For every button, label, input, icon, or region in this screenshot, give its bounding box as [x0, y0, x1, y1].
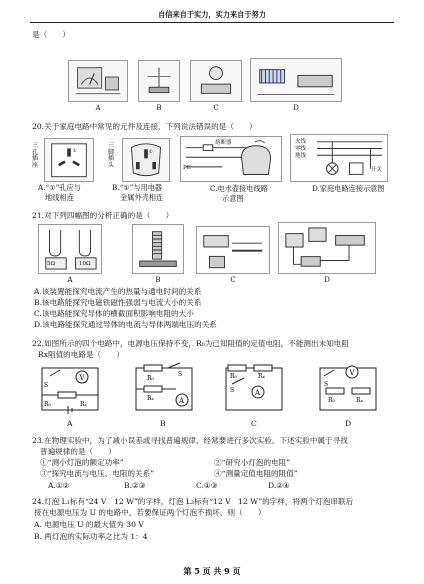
- q20-figure-d: [290, 134, 388, 182]
- q19-label-a: A: [95, 104, 101, 112]
- q24-stem-line1: 24.灯泡 L₁标有“24 V 12 W”的字样，灯泡 L₂标有“12 V 12 W”的字样，将两个灯泡串联后: [32, 497, 354, 506]
- q21-figure-a: [38, 224, 102, 284]
- q20-fig-d-switch: 开关: [371, 167, 383, 173]
- q19-figure-c: [190, 60, 242, 112]
- q21-label-a: A: [67, 276, 73, 284]
- svg-text:①: ①: [72, 149, 77, 155]
- page-footer: 第 5 页 共 9 页: [183, 566, 241, 576]
- q21-label-d: D: [324, 276, 330, 284]
- q22-stem-line2: Rx阻值的电路是（ ）: [38, 350, 124, 359]
- q22-c-meter: A: [255, 389, 261, 397]
- q20-fig-c-fuse-label: 熔断器: [215, 140, 232, 146]
- q23-choice-d: D.②④: [268, 481, 290, 490]
- q20-opt-a-line2: 地线相连: [45, 193, 74, 202]
- q20-figure-c: [180, 136, 282, 182]
- q21-label-c: C: [230, 276, 236, 284]
- q22-circuit-d: [312, 362, 384, 418]
- q23-item-2: ②“研究小灯泡的电阻”: [214, 458, 291, 467]
- q22-circuit-c: [218, 362, 290, 418]
- q20-fig-c-pe: PE: [183, 165, 191, 171]
- q20-fig-d-live: 火线: [295, 139, 307, 145]
- ohm-law-circuit: [282, 226, 372, 272]
- q20-figure-b: [122, 138, 170, 182]
- q23-stem-line1: 23.在物理实验中，为了减小误差或寻找普遍规律，经常要进行多次实验。下述实验中属于寻找: [32, 436, 348, 445]
- q20-opt-b-line1: B.“①”与用电器: [112, 183, 163, 192]
- q22-d-rx: Rₓ: [356, 397, 364, 404]
- q23-choice-c: C.①③: [196, 481, 218, 490]
- page-header: 自信来自于实力，实力来自于努力: [158, 10, 266, 19]
- q19-label-b: B: [156, 104, 162, 112]
- q21-opt-a: A.该装置能探究电流产生的热量与通电时间的关系: [34, 287, 202, 296]
- q20-figure-a: [44, 138, 94, 182]
- q20-stem: 20.关于家庭电路中常见的元件及连接，下列说法错误的是（ ）: [32, 122, 257, 131]
- q22-label-d: D: [345, 419, 352, 428]
- q22-c-switch: S: [230, 387, 235, 394]
- q19-stem-tail: 是（ ）: [32, 30, 70, 39]
- three-hole-socket: [48, 142, 90, 179]
- kettle-circuit: [184, 140, 278, 180]
- q22-d-meter: V: [349, 369, 355, 377]
- q20-opt-c-line1: C.电水壶接电线路: [210, 184, 268, 193]
- q21-figure-b: [132, 224, 184, 284]
- magnet-sketch: [142, 64, 176, 98]
- q20-fig-a-side: 三孔插座: [32, 142, 39, 169]
- q21-stem: 21.对下列四幅图的分析正确的是（ ）: [32, 211, 174, 220]
- circuit-sketch: [194, 64, 238, 99]
- q20-opt-c-line2: 示意图: [222, 194, 244, 203]
- q22-c-r0: R₀: [230, 373, 237, 380]
- q19-label-d: D: [293, 104, 299, 112]
- q22-label-c: C: [251, 419, 257, 428]
- q19-figure-b: [138, 60, 180, 112]
- q20-fig-b-side: 三脚插头: [108, 142, 115, 169]
- q21-fig-a-r2: 10Ω: [79, 261, 91, 267]
- q21-opt-b: B.该电路能探究电磁铁磁性强弱与电流大小的关系: [34, 298, 202, 307]
- q21-figure-c: [196, 226, 270, 284]
- q22-b-rx: Rₓ: [147, 395, 155, 402]
- electromagnet: [136, 228, 180, 270]
- q23-item-3: ③“探究电流与电压、电阻的关系”: [40, 469, 155, 478]
- q22-circuit-b: [128, 362, 200, 418]
- resistance-wire: [200, 230, 266, 271]
- q19-label-c: C: [213, 104, 219, 112]
- q23-stem-line2: 普遍规律的是（ ）: [40, 447, 116, 456]
- q21-opt-d: D.该电路能探究通过导体的电流与导体两端电压的关系: [34, 320, 217, 329]
- q22-d-switch: S: [324, 381, 329, 388]
- q22-stem-line1: 22.如图所示的四个电路中，电源电压保持不变，R₀为已知阻值的定值电阻，不能测出未知电阻: [32, 339, 349, 348]
- q22-a-meter: V: [79, 374, 85, 382]
- q20-opt-a-line1: A.“①”孔应与: [38, 183, 81, 192]
- voltmeter-sketch: [72, 64, 124, 99]
- q22-b-r0: R₀: [147, 375, 154, 382]
- q22-a-r0: R₀: [44, 401, 51, 408]
- q22-d-r0: R₀: [328, 397, 335, 404]
- three-pin-plug: [126, 142, 166, 178]
- q21-label-b: B: [155, 276, 161, 284]
- q23-choice-a: A.①②: [48, 481, 70, 490]
- q21-figure-d: [278, 222, 376, 284]
- q24-opt-b: B. 两灯泡的实际功率之比为 1：4: [34, 532, 148, 541]
- q22-a-rx: Rₓ: [80, 401, 88, 408]
- header-divider: [30, 22, 394, 23]
- q20-opt-d: D.家庭电路连接示意图: [312, 184, 385, 193]
- q23-item-1: ①“测小灯泡的额定功率”: [40, 458, 124, 467]
- q22-circuit-a: [34, 362, 106, 418]
- q22-c-rx: Rₓ: [258, 373, 266, 380]
- q23-choice-b: B.②③: [124, 481, 146, 490]
- q19-figure-d: [250, 58, 342, 112]
- home-circuit: [294, 138, 384, 180]
- q20-opt-b-line2: 金属外壳相连: [120, 193, 164, 202]
- q21-fig-a-r1: 5Ω: [47, 261, 56, 267]
- q23-item-4: ④“测量定值电阻的阻值”: [214, 469, 298, 478]
- q20-fig-d-ground: 地线: [295, 153, 307, 159]
- q22-b-meter: A: [179, 397, 185, 405]
- q22-a-switch: S: [44, 382, 49, 389]
- q20-fig-d-neutral: 零线: [295, 146, 307, 152]
- coil-sketch: [254, 62, 338, 100]
- q22-label-b: B: [160, 419, 166, 428]
- q24-stem-line2: 接在电源电压为 U 的电路中，若要保证两个灯泡不损坏，则（ ）: [34, 508, 266, 517]
- q21-opt-c: C.该电路能探究导体的横截面积影响电阻的大小: [34, 309, 194, 318]
- q22-b-switch: S: [178, 371, 183, 378]
- q24-opt-a: A. 电源电压 U 的最大值为 30 V: [34, 520, 144, 529]
- q19-figure-a: [68, 60, 128, 112]
- q22-label-a: A: [67, 419, 73, 428]
- svg-text:①: ①: [148, 149, 153, 155]
